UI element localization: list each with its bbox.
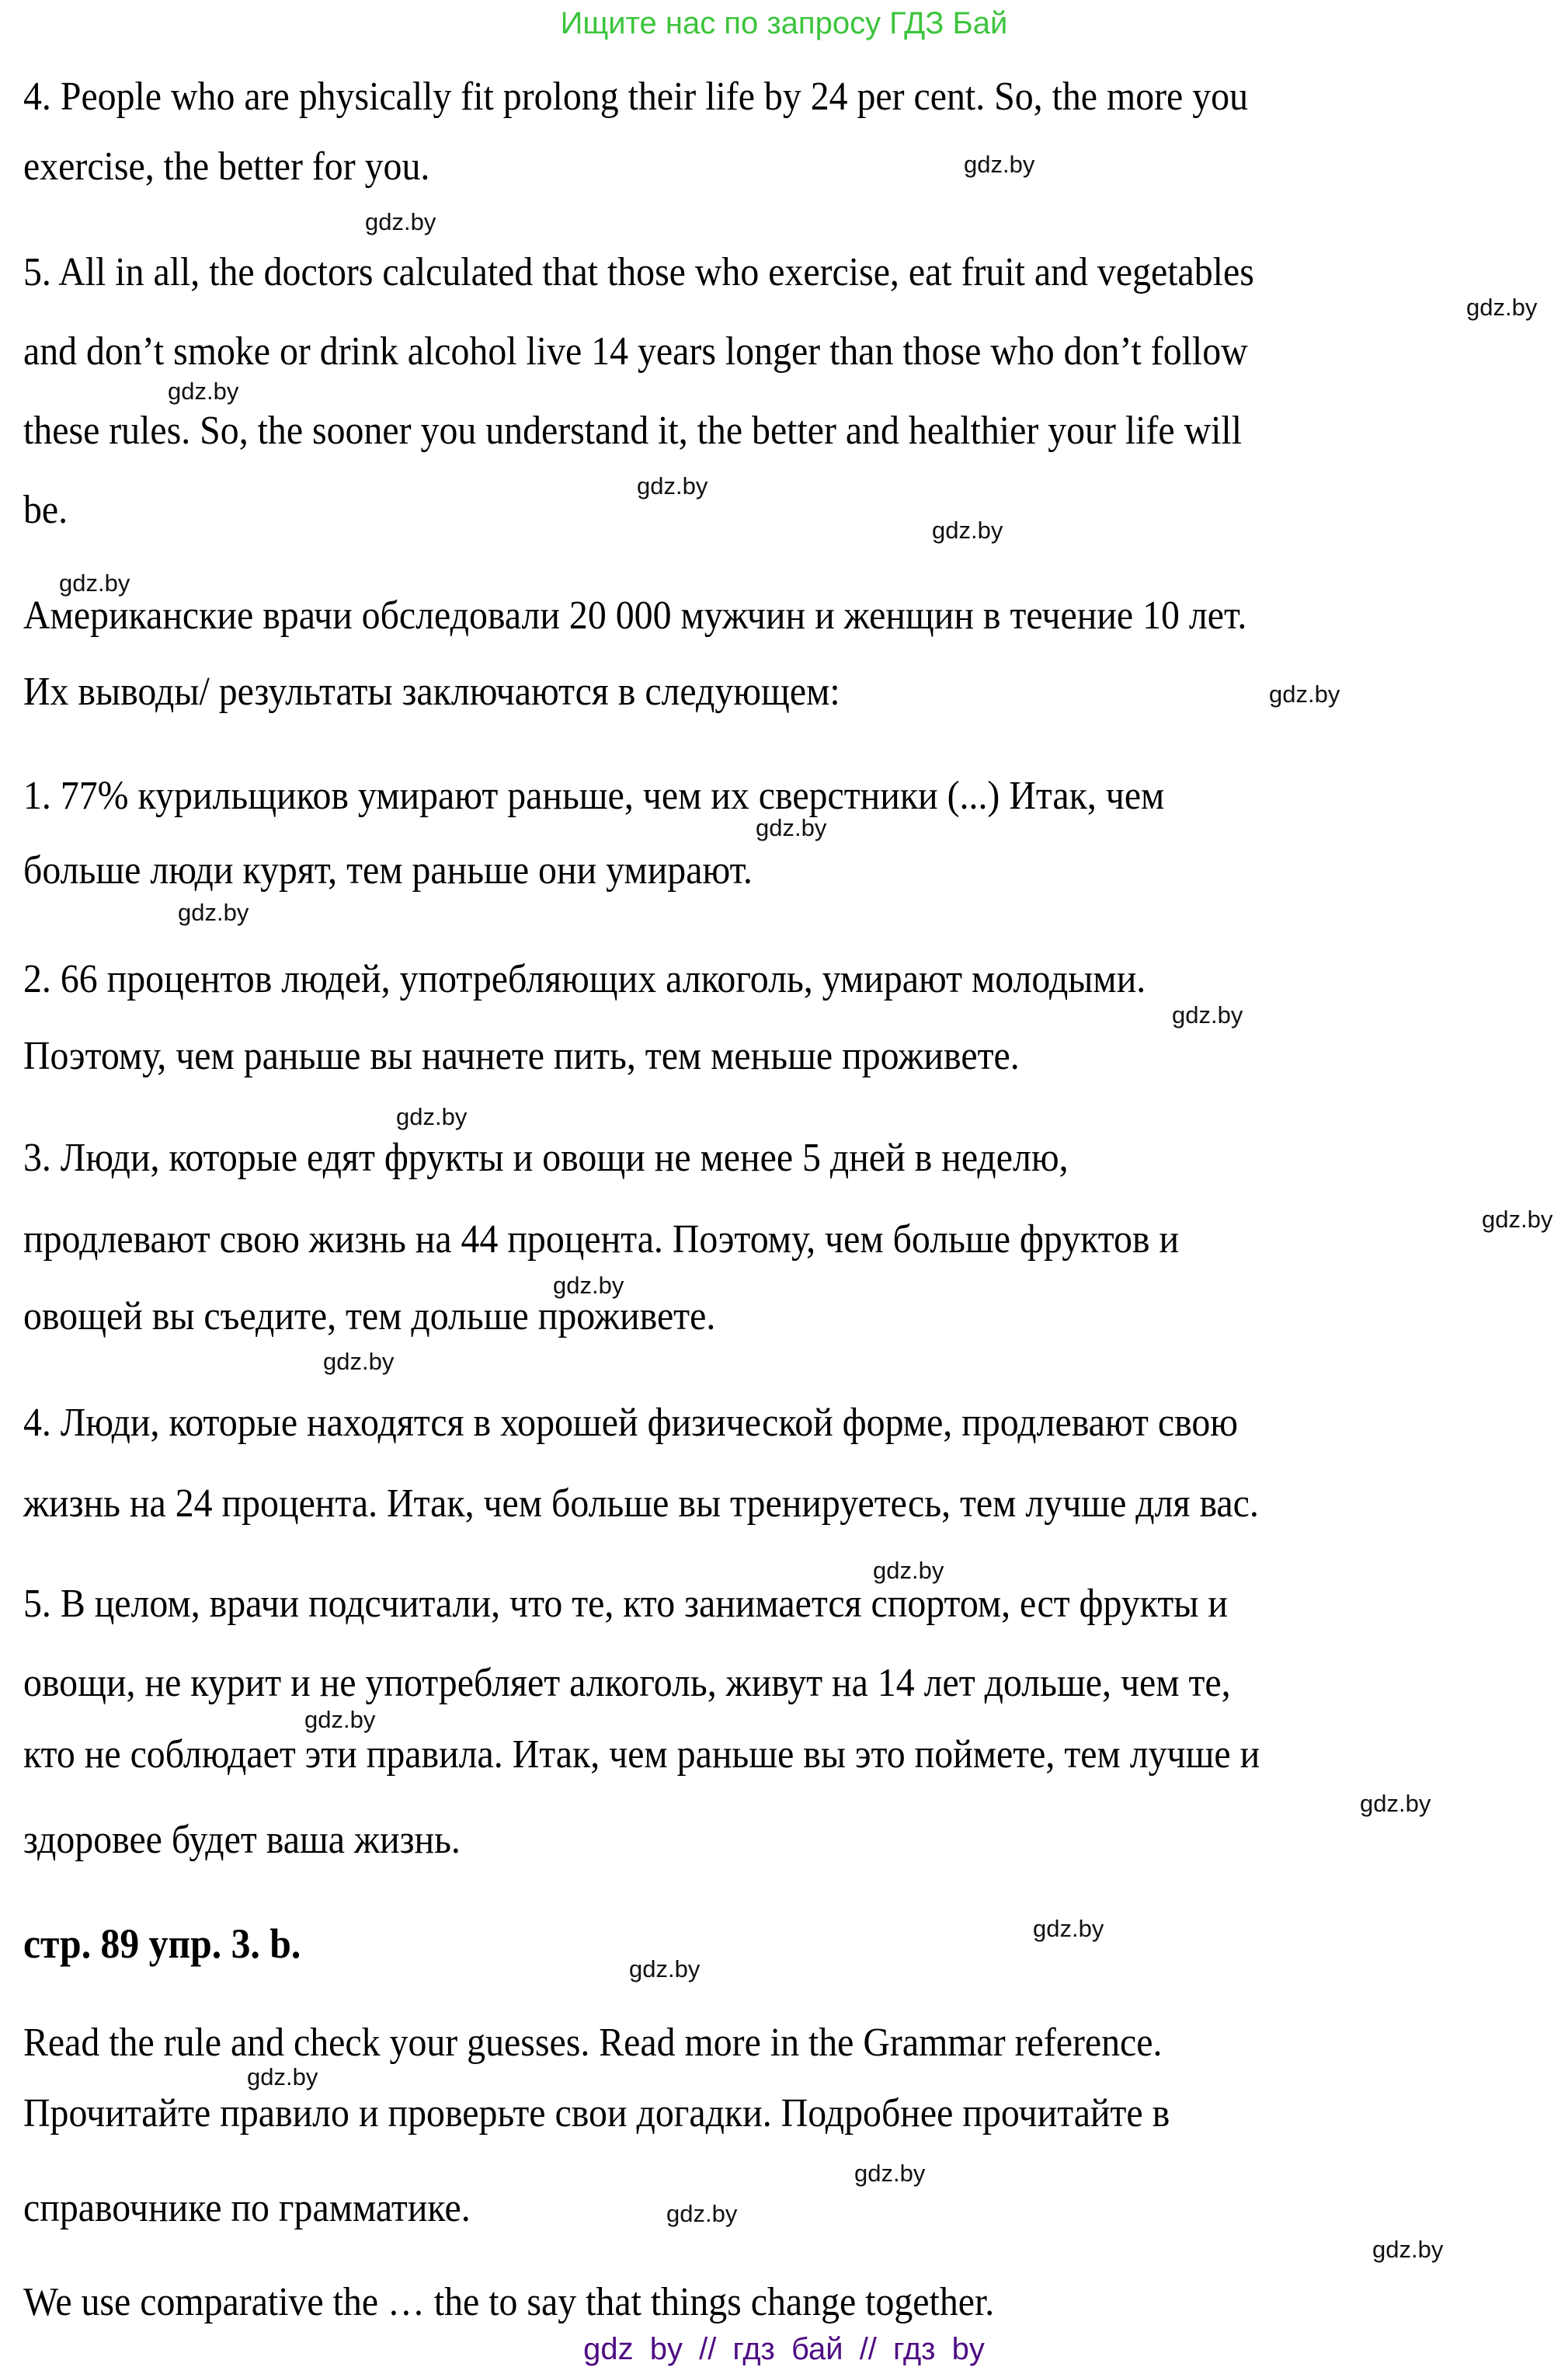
gdz-watermark: gdz.by <box>1482 1206 1553 1233</box>
gdz-watermark: gdz.by <box>178 899 249 926</box>
gdz-watermark: gdz.by <box>59 569 130 597</box>
footer-promo: gdz by // гдз бай // гдз by <box>583 2332 985 2366</box>
gdz-watermark: gdz.by <box>629 1955 701 1982</box>
gdz-watermark: gdz.by <box>396 1103 468 1130</box>
text-line: 2. 66 процентов людей, употребляющих алкоголь, умирают молодыми. <box>23 957 1146 1001</box>
text-line: 3. Люди, которые едят фрукты и овощи не менее 5 дней в неделю, <box>23 1136 1069 1180</box>
gdz-watermark: gdz.by <box>1372 2236 1444 2263</box>
gdz-watermark: gdz.by <box>304 1706 376 1733</box>
text-line: 1. 77% курильщиков умирают раньше, чем их сверстники (...) Итак, чем <box>23 774 1165 818</box>
text-line: здоровее будет ваша жизнь. <box>23 1818 461 1862</box>
text-line: Поэтому, чем раньше вы начнете пить, тем меньше проживете. <box>23 1034 1020 1078</box>
text-line: 4. Люди, которые находятся в хорошей физической форме, продлевают свою <box>23 1401 1239 1445</box>
gdz-watermark: gdz.by <box>854 2160 926 2187</box>
text-line: больше люди курят, тем раньше они умирают. <box>23 848 753 893</box>
text-line: 5. All in all, the doctors calculated that those who exercise, eat fruit and vegetables <box>23 250 1254 294</box>
promo-banner: Ищите нас по запросу ГДЗ Бай <box>560 6 1008 40</box>
exercise-heading: стр. 89 упр. 3. b. <box>23 1920 301 1967</box>
gdz-watermark: gdz.by <box>1172 1001 1243 1029</box>
gdz-watermark: gdz.by <box>756 814 827 841</box>
text-line: 5. В целом, врачи подсчитали, что те, кто занимается спортом, ест фрукты и <box>23 1582 1229 1626</box>
gdz-watermark: gdz.by <box>964 151 1035 178</box>
text-line: 4. People who are physically fit prolong their life by 24 per cent. So, the more you <box>23 75 1249 119</box>
text-line: справочнике по грамматике. <box>23 2186 471 2230</box>
text-line: Американские врачи обследовали 20 000 мужчин и женщин в течение 10 лет. <box>23 594 1247 638</box>
gdz-watermark: gdz.by <box>1269 681 1340 708</box>
gdz-watermark: gdz.by <box>168 378 239 405</box>
text-line: exercise, the better for you. <box>23 144 430 189</box>
gdz-watermark: gdz.by <box>666 2200 738 2227</box>
text-line: We use comparative the … the to say that things change together. <box>23 2280 995 2324</box>
text-line: and don’t smoke or drink alcohol live 14 years longer than those who don’t follow <box>23 329 1248 374</box>
gdz-watermark: gdz.by <box>553 1272 624 1299</box>
text-line: these rules. So, the sooner you understand it, the better and healthier your life will <box>23 409 1243 453</box>
gdz-watermark: gdz.by <box>365 208 436 235</box>
gdz-watermark: gdz.by <box>1360 1790 1431 1817</box>
text-line: Прочитайте правило и проверьте свои догадки. Подробнее прочитайте в <box>23 2091 1170 2136</box>
text-line: be. <box>23 488 68 532</box>
text-line: Их выводы/ результаты заключаются в следующем: <box>23 670 840 714</box>
text-line: овощи, не курит и не употребляет алкоголь, живут на 14 лет дольше, чем те, <box>23 1661 1231 1705</box>
text-line: кто не соблюдает эти правила. Итак, чем раньше вы это поймете, тем лучше и <box>23 1732 1260 1777</box>
text-line: овощей вы съедите, тем дольше проживете. <box>23 1294 716 1338</box>
gdz-watermark: gdz.by <box>1466 294 1538 321</box>
gdz-watermark: gdz.by <box>247 2063 318 2090</box>
text-line: жизнь на 24 процента. Итак, чем больше вы тренируетесь, тем лучше для вас. <box>23 1481 1259 1526</box>
gdz-watermark: gdz.by <box>1033 1915 1104 1942</box>
gdz-watermark: gdz.by <box>873 1557 944 1584</box>
text-line: Read the rule and check your guesses. Read more in the Grammar reference. <box>23 2021 1163 2065</box>
text-line: продлевают свою жизнь на 44 процента. Поэтому, чем больше фруктов и <box>23 1217 1180 1262</box>
gdz-watermark: gdz.by <box>323 1348 395 1375</box>
gdz-watermark: gdz.by <box>637 472 708 500</box>
gdz-watermark: gdz.by <box>932 517 1003 544</box>
